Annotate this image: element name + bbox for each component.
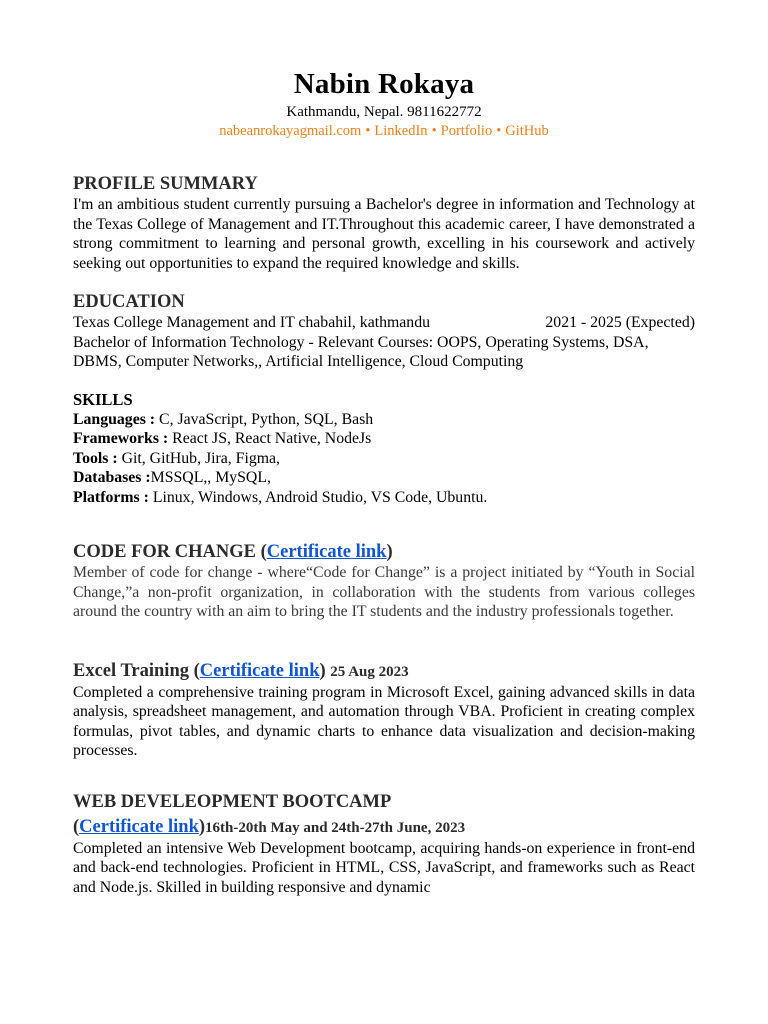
code-for-change-title: CODE FOR CHANGE xyxy=(73,542,256,562)
education-degree: Bachelor of Information Technology - Relevant Courses: OOPS, Operating Systems, DSA, DBMS, Computer Networks,, Artificial Intelligence, Cloud Computing xyxy=(73,333,649,370)
education-title: EDUCATION xyxy=(73,292,185,312)
skills-title: SKILLS xyxy=(73,389,133,409)
skill-label: Languages : xyxy=(73,410,156,428)
web-bootcamp-title: WEB DEVELEOPMENT BOOTCAMP xyxy=(73,791,392,812)
link-separator: • xyxy=(365,123,371,139)
paren: ) xyxy=(198,816,206,837)
skill-languages xyxy=(73,410,695,430)
link-separator: • xyxy=(431,123,437,139)
code-for-change-heading xyxy=(73,541,695,563)
github-link[interactable]: GitHub xyxy=(505,123,549,139)
contact-links xyxy=(73,122,695,141)
education-college-row xyxy=(73,313,695,333)
skill-value: MSSQL,, MySQL, xyxy=(150,469,271,486)
paren: ( xyxy=(188,660,200,681)
resume-page xyxy=(73,66,695,897)
web-bootcamp-date: 16th-20th May and 24th-27th June, 2023 xyxy=(205,819,466,836)
skill-value: React JS, React Native, NodeJs xyxy=(168,430,372,447)
profile-summary-title: PROFILE SUMMARY xyxy=(73,174,258,194)
paren: ( xyxy=(73,816,80,837)
skill-platforms xyxy=(73,488,695,508)
linkedin-link[interactable]: LinkedIn xyxy=(374,123,428,139)
portfolio-link[interactable]: Portfolio xyxy=(440,123,493,139)
profile-summary-text: I'm an ambitious student currently pursuing a Bachelor's degree in information and Technology at the Texas College of Management and IT.Throughout this academic career, I have demonstrated a strong commitment to learning and personal growth, excelling in his coursework and actively seeking out opportunities to expand the required knowledge and skills. xyxy=(73,196,695,272)
skill-frameworks xyxy=(73,429,695,449)
excel-training-heading xyxy=(73,660,695,683)
excel-training-title: Excel Training xyxy=(73,660,189,681)
skill-label: Platforms : xyxy=(73,488,149,506)
certificate-link[interactable]: Certificate link xyxy=(199,660,320,681)
skill-value: Git, GitHub, Jira, Figma, xyxy=(117,449,280,467)
skill-value: Linux, Windows, Android Studio, VS Code, Ubuntu. xyxy=(148,488,488,506)
skill-label: Databases : xyxy=(73,469,151,486)
candidate-name: Nabin Rokaya xyxy=(293,68,475,100)
paren: ) xyxy=(386,542,393,562)
education-college: Texas College Management and IT chabahil, kathmandu xyxy=(73,314,430,331)
paren: ) xyxy=(319,660,326,681)
paren: ( xyxy=(255,542,267,562)
certificate-link[interactable]: Certificate link xyxy=(266,542,387,562)
web-bootcamp-subheading xyxy=(73,816,695,839)
skill-label: Tools : xyxy=(73,449,118,467)
web-bootcamp-text: Completed an intensive Web Development bootcamp, acquiring hands-on experience in front-end and back-end technologies. Proficient in HTML, CSS, JavaScript, and frameworks such as React and Node.js. Skilled in building responsive and dynamic xyxy=(73,839,695,896)
skill-tools xyxy=(73,449,695,469)
skill-label: Frameworks : xyxy=(73,430,169,447)
skill-databases xyxy=(73,468,695,488)
excel-training-date: 25 Aug 2023 xyxy=(330,663,409,680)
link-separator: • xyxy=(496,123,502,139)
code-for-change-text: Member of code for change - where“Code for Change” is a project initiated by “Youth in Social Change,”a non-profit organization, in collaboration with the students from various colleges around the country with an aim to bring the IT students and the industry professionals together. xyxy=(73,564,695,620)
education-years: 2021 - 2025 (Expected) xyxy=(545,314,695,331)
excel-training-text: Completed a comprehensive training program in Microsoft Excel, gaining advanced skills in data analysis, spreadsheet management, and automation through VBA. Proficient in creating complex formulas, pivot tables, and dynamic charts to enhance data visualization and decision-making processes. xyxy=(73,683,695,759)
certificate-link[interactable]: Certificate link xyxy=(79,816,199,837)
skill-value: C, JavaScript, Python, SQL, Bash xyxy=(155,410,374,428)
contact-line: Kathmandu, Nepal. 9811622772 xyxy=(286,104,482,120)
email-link[interactable]: nabeanrokayagmail.com xyxy=(219,123,362,139)
